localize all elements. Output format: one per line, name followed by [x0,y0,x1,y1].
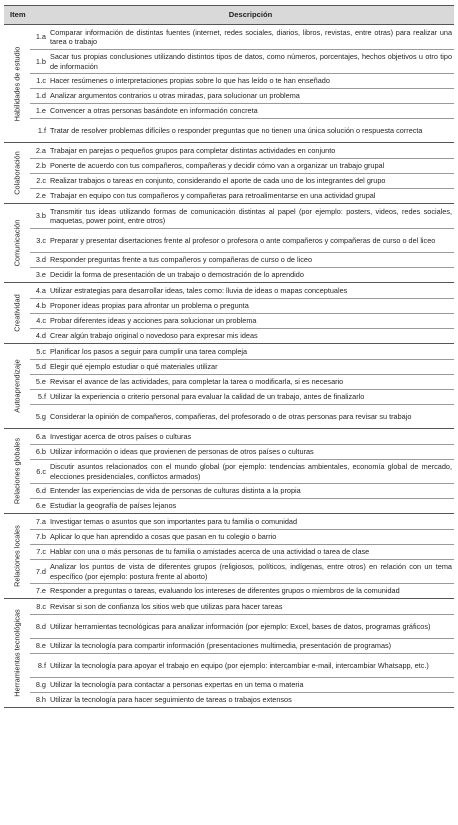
item-code: 3.c [36,235,46,245]
item-code: 5.e [35,377,46,387]
group-rows [30,25,454,142]
item-description: Analizar los puntos de vista de diferentes grupos (religiosos, políticos, indígenas, entre otros) en relación con un tema específico (por ejemplo: postura frente al aborto) [50,562,452,581]
item-code: 4.d [35,331,46,341]
item-code: 7.b [35,532,46,542]
table-group [4,143,454,204]
table-group [4,204,454,283]
table-row [30,313,454,328]
item-description: Hablar con una o más personas de tu familia o amistades acerca de una actividad o tarea de clase [50,547,370,557]
item-description: Analizar argumentos contrarios u otras miradas, para solucionar un problema [50,91,300,101]
item-code: 5.g [35,411,46,421]
header-item: Item [10,10,26,19]
table-row [30,483,454,498]
table-row [30,529,454,544]
item-description: Revisar si son de confianza los sitios web que utilizas para hacer tareas [50,601,283,611]
item-description: Entender las experiencias de vida de personas de culturas distinta a la propia [50,486,301,496]
group-rows [30,204,454,282]
group-label-cell [4,283,30,343]
item-code: 1.e [35,106,46,116]
table-row [30,103,454,118]
item-description: Responder preguntas frente a tus compañeros y compañeras de curso o de liceo [50,255,313,265]
item-code: 1.f [37,125,46,135]
item-description: Crear algún trabajo original o novedoso para expresar mis ideas [50,331,258,341]
table-group [4,344,454,429]
table-row [30,118,454,142]
group-label: Creatividad [12,294,22,332]
group-rows [30,429,454,513]
group-label-cell [4,143,30,203]
item-code: 6.a [35,431,46,441]
item-code: 1.d [35,91,46,101]
table-row [30,583,454,598]
item-code: 8.f [37,660,46,670]
group-label: Colaboración [12,151,22,195]
item-code: 8.h [35,695,46,705]
item-code: 8.e [35,641,46,651]
item-code: 2.e [35,191,46,201]
table-row [30,298,454,313]
table-row [30,328,454,343]
item-description: Realizar trabajos o tareas en conjunto, considerando el aporte de cada uno de los integrantes del grupo [50,176,386,186]
item-description: Planificar los pasos a seguir para cumplir una tarea compleja [50,346,248,356]
item-description: Trabajar en parejas o pequeños grupos para completar distintas actividades en conjunto [50,145,336,155]
group-label-cell [4,25,30,142]
item-description: Comparar información de distintas fuentes (internet, redes sociales, diarios, libros, revistas, entre otras) para realizar una tarea o trabajo [50,27,452,46]
item-code: 4.a [35,285,46,295]
item-description: Utilizar estrategias para desarrollar ideas, tales como: lluvia de ideas o mapas conceptuales [50,285,348,295]
group-label-cell [4,204,30,282]
item-code: 8.d [35,621,46,631]
item-code: 4.b [35,301,46,311]
group-rows [30,514,454,598]
group-label: Herramientas tecnológicas [12,609,22,697]
group-rows [30,599,454,707]
table-header [4,5,454,25]
table-row [30,653,454,677]
item-code: 8.c [36,601,46,611]
item-description: Discutir asuntos relacionados con el mundo global (por ejemplo: tendencias ambientales, economía global de mercado, elecciones presidenciales, conflictos armados) [50,462,452,481]
table-row [30,344,454,359]
item-code: 1.c [36,76,46,86]
item-description: Convencer a otras personas basándote en información concreta [50,106,258,116]
table-group [4,514,454,599]
item-description: Considerar la opinión de compañeros, compañeras, del profesorado o de otras personas para revisar su trabajo [50,411,412,421]
item-description: Tratar de resolver problemas difíciles o responder preguntas que no tienen una única solución o respuesta correcta [50,125,423,135]
group-rows [30,283,454,343]
table-row [30,73,454,88]
item-description: Decidir la forma de presentación de un trabajo o demostración de lo aprendido [50,270,304,280]
table-row [30,444,454,459]
group-label: Habilidades de estudio [12,46,22,121]
item-description: Transmitir tus ideas utilizando formas de comunicación distintas al papel (por ejemplo: posters, videos, redes sociales, maquetas, power point, entre otros) [50,206,452,225]
item-description: Elegir qué ejemplo estudiar o qué materiales utilizar [50,362,218,372]
table-row [30,228,454,252]
item-description: Probar diferentes ideas y acciones para solucionar un problema [50,316,257,326]
table-row [30,429,454,444]
table-row [30,143,454,158]
table-row [30,359,454,374]
item-description: Trabajar en equipo con tus compañeros y compañeras para retroalimentarse en una actividad grupal [50,191,376,201]
item-code: 6.c [36,466,46,476]
table-row [30,514,454,529]
item-description: Investigar temas o asuntos que son importantes para tu familia o comunidad [50,516,298,526]
item-description: Utilizar la tecnología para compartir información (presentaciones multimedia, presentación de programas) [50,641,392,651]
skills-table [4,5,454,708]
table-group [4,429,454,514]
item-code: 2.b [35,161,46,171]
item-description: Utilizar la tecnología para hacer seguimiento de tareas o trabajos extensos [50,695,292,705]
table-row [30,599,454,614]
header-descripcion: Descripción [228,10,273,19]
item-code: 8.g [35,680,46,690]
table-row [30,677,454,692]
item-description: Revisar el avance de las actividades, para completar la tarea o modificarla, si es necesario [50,377,344,387]
group-label: Relaciones globales [12,437,22,505]
item-description: Estudiar la geografía de países lejanos [50,501,177,511]
item-code: 6.d [35,486,46,496]
table-row [30,252,454,267]
table-body [4,25,454,708]
item-code: 5.f [37,392,46,402]
item-description: Utilizar herramientas tecnológicas para analizar información (por ejemplo: Excel, bases de datos, programas gráficos) [50,621,431,631]
item-description: Utilizar la experiencia o criterio personal para evaluar la calidad de un trabajo, antes de finalizarlo [50,392,365,402]
item-code: 7.a [35,516,46,526]
group-label-cell [4,599,30,707]
table-row [30,204,454,228]
item-code: 5.c [36,346,46,356]
table-row [30,459,454,483]
table-row [30,498,454,513]
group-label: Relaciones locales [12,525,22,587]
item-code: 4.c [36,316,46,326]
table-row [30,544,454,559]
table-group [4,25,454,143]
item-code: 3.b [35,211,46,221]
item-description: Hacer resúmenes o interpretaciones propias sobre lo que has leído o te han enseñado [50,76,330,86]
group-rows [30,344,454,428]
item-code: 1.a [35,32,46,42]
item-code: 6.e [35,501,46,511]
item-description: Investigar acerca de otros países o culturas [50,431,192,441]
table-row [30,173,454,188]
item-description: Utilizar información o ideas que provienen de personas de otros países o culturas [50,447,314,457]
group-label-cell [4,344,30,428]
item-code: 1.b [35,56,46,66]
item-code: 6.b [35,447,46,457]
item-code: 2.a [35,145,46,155]
table-row [30,614,454,638]
table-row [30,638,454,653]
table-row [30,267,454,282]
item-description: Sacar tus propias conclusiones utilizando distintos tipos de datos, como números, porcentajes, hechos objetivos u otro tipo de información [50,52,452,71]
table-row [30,158,454,173]
item-description: Preparar y presentar disertaciones frente al profesor o profesora o ante compañeros y compañeras de curso o del liceo [50,235,436,245]
group-label-cell [4,514,30,598]
group-label: Comunicación [12,219,22,267]
item-code: 3.e [35,270,46,280]
group-label-cell [4,429,30,513]
item-description: Utilizar la tecnología para contactar a personas expertas en un tema o materia [50,680,304,690]
group-rows [30,143,454,203]
group-label: Autoaprendizaje [12,359,22,413]
item-code: 7.d [35,566,46,576]
table-row [30,389,454,404]
table-row [30,404,454,428]
item-code: 7.c [36,547,46,557]
item-description: Proponer ideas propias para afrontar un problema o pregunta [50,301,249,311]
item-description: Responder a preguntas o tareas, evaluando los intereses de diferentes grupos o miembros de la comunidad [50,586,400,596]
table-row [30,49,454,73]
item-description: Ponerte de acuerdo con tus compañeros, compañeras y decidir cómo van a organizar un trabajo grupal [50,161,385,171]
item-code: 7.e [35,586,46,596]
item-code: 3.d [35,255,46,265]
table-row [30,188,454,203]
table-row [30,692,454,707]
table-row [30,559,454,583]
table-row [30,374,454,389]
item-code: 2.c [36,176,46,186]
table-group [4,599,454,708]
table-row [30,88,454,103]
item-code: 5.d [35,362,46,372]
table-row [30,25,454,49]
table-group [4,283,454,344]
item-description: Utilizar la tecnología para apoyar el trabajo en equipo (por ejemplo: intercambiar e-mail, intercambiar Whatsapp, etc.) [50,660,429,670]
table-row [30,283,454,298]
item-description: Aplicar lo que han aprendido a cosas que pasan en tu colegio o barrio [50,532,277,542]
